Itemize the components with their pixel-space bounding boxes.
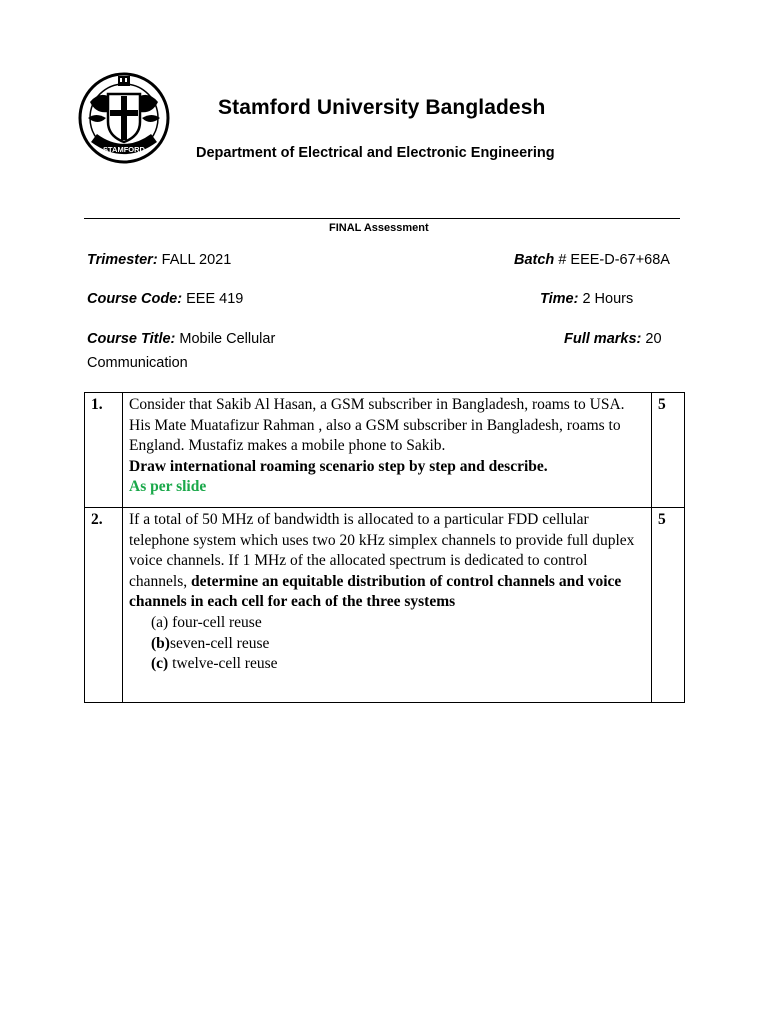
course-code-label: Course Code: bbox=[87, 291, 183, 307]
question-marks: 5 bbox=[652, 393, 685, 508]
trimester-field bbox=[87, 252, 231, 268]
question-number: 2. bbox=[85, 508, 123, 703]
option-text: seven-cell reuse bbox=[169, 634, 270, 652]
time-field bbox=[540, 291, 633, 307]
question-note: As per slide bbox=[129, 478, 207, 496]
question-marks: 5 bbox=[652, 508, 685, 703]
question-text: If a total of 50 MHz of bandwidth is allocated to a particular FDD cellular telephone system which uses two 20 kHz simplex channels to provide full duplex voice channels. If 1 MHz of the allocated spectrum is dedicated to control channels, bbox=[129, 511, 635, 590]
course-title-value: Mobile Cellular bbox=[175, 331, 276, 347]
full-marks-label: Full marks: bbox=[564, 331, 642, 347]
question-body bbox=[123, 393, 652, 508]
assessment-title: FINAL Assessment bbox=[329, 222, 429, 234]
course-title-field bbox=[87, 331, 275, 347]
batch-label: Batch bbox=[514, 252, 555, 268]
question-row bbox=[85, 508, 685, 703]
course-title-continued: Communication bbox=[87, 355, 188, 371]
course-title-label: Course Title: bbox=[87, 331, 176, 347]
svg-text:STAMFORD: STAMFORD bbox=[103, 145, 145, 154]
batch-value: # EEE-D-67+68A bbox=[554, 252, 670, 268]
question-instruction: determine an equitable distribution of control channels and voice channels in each cell for each of the three systems bbox=[129, 572, 622, 611]
option-label: (a) bbox=[151, 613, 169, 631]
stamford-crest-icon bbox=[78, 72, 170, 164]
option-item bbox=[129, 613, 645, 634]
option-text: twelve-cell reuse bbox=[168, 655, 278, 673]
question-text: Consider that Sakib Al Hasan, a GSM subscriber in Bangladesh, roams to USA. His Mate Muatafizur Rahman , also a GSM subscriber in Bangladesh, roams to England. Mustafiz makes a mobile phone to Sakib. bbox=[129, 396, 625, 455]
question-number: 1. bbox=[85, 393, 123, 508]
trimester-value: FALL 2021 bbox=[157, 252, 232, 268]
header-divider bbox=[84, 218, 680, 219]
course-code-value: EEE 419 bbox=[182, 291, 244, 307]
option-item bbox=[129, 654, 645, 675]
course-code-field bbox=[87, 291, 243, 307]
question-row bbox=[85, 393, 685, 508]
time-label: Time: bbox=[540, 291, 579, 307]
batch-field bbox=[514, 252, 670, 268]
university-name: Stamford University Bangladesh bbox=[218, 96, 546, 119]
trimester-label: Trimester: bbox=[87, 252, 158, 268]
question-instruction: Draw international roaming scenario step by step and describe. bbox=[129, 457, 548, 475]
questions-table bbox=[84, 392, 685, 703]
option-text: four-cell reuse bbox=[168, 613, 262, 631]
option-item bbox=[129, 634, 645, 655]
full-marks-field bbox=[564, 331, 662, 347]
full-marks-value: 20 bbox=[641, 331, 662, 347]
option-label: (c) bbox=[151, 655, 169, 673]
university-logo bbox=[78, 72, 170, 164]
question-body bbox=[123, 508, 652, 703]
department-name: Department of Electrical and Electronic Engineering bbox=[196, 145, 555, 161]
option-label: (b) bbox=[151, 634, 170, 652]
time-value: 2 Hours bbox=[578, 291, 634, 307]
